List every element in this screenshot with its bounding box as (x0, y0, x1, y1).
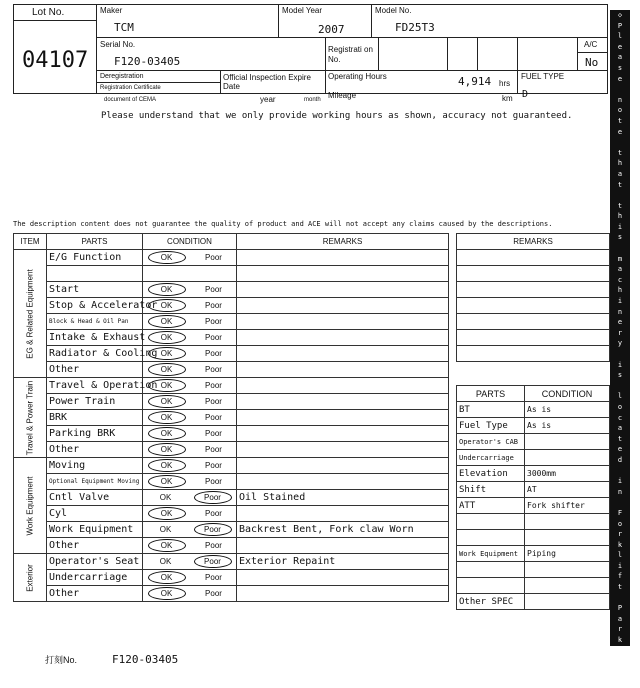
condition-poor[interactable]: Poor (205, 413, 222, 422)
remark-cell (237, 410, 449, 426)
remarks-row (457, 250, 610, 266)
condition-ok[interactable]: OK (159, 493, 172, 502)
remark-cell (237, 570, 449, 586)
condition-cell (143, 330, 237, 346)
location-note-banner (610, 10, 630, 687)
spec-row (457, 578, 610, 594)
condition-cell (143, 266, 237, 282)
part-name: Stop & Accelerator (47, 298, 143, 314)
condition-poor[interactable]: Poor (205, 333, 222, 342)
condition-cell (143, 442, 237, 458)
disclaimer: The description content does not guarantee the quality of product and ACE will not accept any claims caused by the descriptions. (13, 220, 553, 228)
spec-condition (525, 562, 610, 578)
divider (577, 37, 578, 70)
spec-row (457, 546, 610, 562)
part-name: Other (47, 538, 143, 554)
condition-poor[interactable]: Poor (205, 573, 222, 582)
remark-cell (237, 506, 449, 522)
registration-label: Registrati on No. (328, 45, 373, 64)
condition-ok[interactable]: OK (148, 347, 186, 360)
spec-part: Fuel Type (457, 418, 525, 434)
condition-poor[interactable]: Poor (205, 301, 222, 310)
table-row (14, 570, 449, 586)
part-name: Optional Equipment Moving (47, 474, 143, 490)
part-name: Other (47, 362, 143, 378)
remarks-row (457, 330, 610, 346)
model-no-label: Model No. (375, 6, 412, 15)
inspection-table (13, 233, 449, 602)
remark-cell: Backrest Bent, Fork claw Worn (237, 522, 449, 538)
part-name: Cyl (47, 506, 143, 522)
table-row (14, 314, 449, 330)
remarks-row (457, 298, 610, 314)
condition-poor[interactable]: Poor (205, 317, 222, 326)
item-group-label: EG & Related Equipment (25, 268, 35, 359)
condition-ok[interactable]: OK (148, 379, 186, 392)
month-label: month (304, 97, 321, 103)
table-row (14, 330, 449, 346)
spec-row (457, 498, 610, 514)
item-group-label: Work Equipment (25, 476, 35, 535)
spec-row (457, 530, 610, 546)
condition-ok[interactable]: OK (148, 539, 186, 552)
remark-cell (237, 474, 449, 490)
spec-condition: Piping (525, 546, 610, 562)
fuel-type-label: FUEL TYPE (521, 72, 565, 81)
spec-condition: Fork shifter (525, 498, 610, 514)
divider (96, 82, 220, 83)
divider (577, 52, 608, 53)
spec-condition: As is (525, 402, 610, 418)
spec-condition (525, 594, 610, 610)
condition-ok[interactable]: OK (148, 315, 186, 328)
condition-cell (143, 250, 237, 266)
table-row (14, 282, 449, 298)
condition-ok[interactable]: OK (148, 283, 186, 296)
col-parts: PARTS (47, 234, 143, 250)
col-condition: CONDITION (143, 234, 237, 250)
spec-row (457, 514, 610, 530)
spec-col-parts: PARTS (457, 386, 525, 402)
part-name: Cntl Valve (47, 490, 143, 506)
table-row (14, 410, 449, 426)
operating-hours-value: 4,914 (458, 75, 492, 88)
table-header-row (14, 234, 449, 250)
item-group-cell (14, 458, 47, 554)
remarks-cell (457, 314, 610, 330)
remark-cell (237, 538, 449, 554)
table-row (14, 250, 449, 266)
remark-cell (237, 298, 449, 314)
condition-ok[interactable]: OK (148, 331, 186, 344)
condition-ok[interactable]: OK (148, 507, 186, 520)
spec-condition (525, 514, 610, 530)
condition-poor[interactable]: Poor (205, 461, 222, 470)
footer-label: 打刻No. (45, 655, 78, 665)
reg-cert-label: Registration Certificate (100, 85, 161, 91)
remarks-cell (457, 298, 610, 314)
col-item: ITEM (14, 234, 47, 250)
condition-ok[interactable]: OK (148, 427, 186, 440)
deregistration-label: Deregistration (100, 73, 144, 80)
condition-ok[interactable]: OK (148, 443, 186, 456)
condition-ok[interactable]: OK (148, 251, 186, 264)
inspection-label: Official Inspection Expire Date (223, 73, 311, 91)
condition-poor[interactable]: Poor (205, 365, 222, 374)
remark-cell (237, 330, 449, 346)
footer-value: F120-03405 (112, 653, 179, 666)
condition-poor[interactable]: Poor (205, 397, 222, 406)
spec-row (457, 434, 610, 450)
part-name: Moving (47, 458, 143, 474)
parts-spec-table (456, 385, 610, 610)
divider (96, 37, 608, 38)
remark-cell (237, 250, 449, 266)
spec-part: ATT (457, 498, 525, 514)
condition-cell (143, 378, 237, 394)
table-row (14, 586, 449, 602)
table-row (14, 346, 449, 362)
table-row (14, 426, 449, 442)
spec-condition (525, 450, 610, 466)
spec-part: Operator's CAB (457, 434, 525, 450)
operating-hours-label: Operating Hours (328, 72, 387, 81)
hours-note: Please understand that we only provide working hours as shown, accuracy not guaranteed. (101, 111, 573, 121)
serial-no-label: Serial No. (100, 40, 136, 49)
lot-no-label: Lot No. (32, 7, 65, 18)
spec-row (457, 402, 610, 418)
remark-cell (237, 266, 449, 282)
part-name: Intake & Exhaust (47, 330, 143, 346)
item-group-label: Exterior (25, 563, 35, 592)
divider (447, 37, 448, 70)
item-group-cell (14, 554, 47, 602)
condition-cell (143, 522, 237, 538)
part-name: Radiator & Cooling (47, 346, 143, 362)
remarks-row (457, 314, 610, 330)
table-row (14, 362, 449, 378)
hrs-label: hrs (499, 79, 511, 88)
spec-condition (525, 530, 610, 546)
spec-row (457, 562, 610, 578)
condition-cell (143, 458, 237, 474)
condition-ok[interactable]: OK (148, 363, 186, 376)
cema-label: document of CEMA (104, 97, 157, 103)
condition-poor[interactable]: Poor (194, 555, 232, 568)
condition-ok[interactable]: OK (148, 459, 186, 472)
divider (325, 37, 326, 94)
condition-cell (143, 410, 237, 426)
condition-ok[interactable]: OK (148, 395, 186, 408)
serial-no-value: F120-03405 (114, 55, 181, 68)
remark-cell: Exterior Repaint (237, 554, 449, 570)
table-row (14, 298, 449, 314)
remarks-row (457, 266, 610, 282)
spec-row (457, 418, 610, 434)
model-no-value: FD25T3 (395, 21, 435, 34)
spec-condition (525, 578, 610, 594)
col-remarks: REMARKS (237, 234, 449, 250)
spec-part (457, 562, 525, 578)
part-name: Parking BRK (47, 426, 143, 442)
part-name: Operator's Seat (47, 554, 143, 570)
remark-cell (237, 346, 449, 362)
model-year-label: Model Year (282, 6, 323, 15)
condition-poor[interactable]: Poor (205, 349, 222, 358)
part-name: Start (47, 282, 143, 298)
part-name: E/G Function (47, 250, 143, 266)
part-name: Other (47, 442, 143, 458)
spec-part (457, 578, 525, 594)
spec-part: Other SPEC (457, 594, 525, 610)
condition-poor[interactable]: Poor (205, 253, 222, 262)
divider (517, 37, 518, 94)
condition-poor[interactable]: Poor (205, 285, 222, 294)
spec-part: Work Equipment (457, 546, 525, 562)
remark-cell (237, 442, 449, 458)
remark-cell (237, 426, 449, 442)
condition-cell (143, 362, 237, 378)
condition-poor[interactable]: Poor (194, 523, 232, 536)
divider (378, 37, 379, 70)
spec-row (457, 466, 610, 482)
table-row (14, 394, 449, 410)
condition-cell (143, 314, 237, 330)
condition-poor[interactable]: Poor (205, 509, 222, 518)
item-group-cell (14, 378, 47, 458)
divider (278, 4, 279, 37)
remarks-title: REMARKS (457, 234, 610, 250)
km-label: km (502, 94, 513, 103)
ac-label: A/C (584, 40, 598, 49)
condition-ok[interactable]: OK (148, 299, 186, 312)
table-row (14, 506, 449, 522)
remarks-cell (457, 266, 610, 282)
part-name: Work Equipment (47, 522, 143, 538)
remarks-row (457, 282, 610, 298)
part-name: Power Train (47, 394, 143, 410)
remark-cell (237, 362, 449, 378)
condition-cell (143, 506, 237, 522)
condition-poor[interactable]: Poor (205, 445, 222, 454)
table-row (14, 458, 449, 474)
spec-part (457, 530, 525, 546)
table-row (14, 266, 449, 282)
condition-ok[interactable]: OK (148, 587, 186, 600)
part-name: Block & Head & Oil Pan (47, 314, 143, 330)
mileage-label: Mileage (328, 91, 357, 100)
lot-no-value: 04107 (22, 48, 89, 73)
condition-cell (143, 570, 237, 586)
part-name: Undercarriage (47, 570, 143, 586)
spec-condition: 3000mm (525, 466, 610, 482)
remark-cell (237, 586, 449, 602)
remarks-cell (457, 330, 610, 346)
spec-part: Shift (457, 482, 525, 498)
condition-cell (143, 298, 237, 314)
spec-condition: As is (525, 418, 610, 434)
condition-cell (143, 586, 237, 602)
divider (96, 70, 608, 71)
table-row (14, 474, 449, 490)
spec-part: Elevation (457, 466, 525, 482)
remarks-cell (457, 346, 610, 362)
item-group-cell (14, 250, 47, 378)
condition-poor[interactable]: Poor (205, 541, 222, 550)
condition-cell (143, 538, 237, 554)
condition-cell (143, 394, 237, 410)
remarks-row (457, 346, 610, 362)
spec-condition (525, 434, 610, 450)
condition-poor[interactable]: Poor (205, 381, 222, 390)
condition-ok[interactable]: OK (148, 475, 186, 488)
table-row (14, 442, 449, 458)
condition-ok[interactable]: OK (159, 557, 172, 566)
table-row (14, 554, 449, 570)
condition-cell (143, 474, 237, 490)
table-row (14, 490, 449, 506)
condition-ok[interactable]: OK (148, 571, 186, 584)
divider (220, 70, 221, 94)
maker-label: Maker (100, 6, 123, 15)
fuel-type-value: D (522, 89, 529, 100)
remarks-cell (457, 282, 610, 298)
ac-value: No (585, 56, 599, 69)
condition-cell (143, 282, 237, 298)
maker-value: TCM (114, 21, 134, 34)
spec-part: Undercarriage (457, 450, 525, 466)
condition-cell (143, 426, 237, 442)
condition-poor[interactable]: Poor (205, 429, 222, 438)
condition-poor[interactable]: Poor (205, 589, 222, 598)
spec-col-condition: CONDITION (525, 386, 610, 402)
table-body (14, 250, 449, 602)
model-year-value: 2007 (318, 23, 345, 36)
condition-poor[interactable]: Poor (194, 491, 232, 504)
divider (371, 4, 372, 37)
spec-condition: AT (525, 482, 610, 498)
table-row (14, 522, 449, 538)
divider (477, 37, 478, 70)
remark-cell: Oil Stained (237, 490, 449, 506)
condition-poor[interactable]: Poor (205, 477, 222, 486)
remark-cell (237, 282, 449, 298)
part-name: Other (47, 586, 143, 602)
spec-row (457, 482, 610, 498)
remark-cell (237, 314, 449, 330)
remark-cell (237, 394, 449, 410)
table-row (14, 538, 449, 554)
condition-ok[interactable]: OK (159, 525, 172, 534)
spec-part: BT (457, 402, 525, 418)
spec-row (457, 450, 610, 466)
condition-cell (143, 346, 237, 362)
part-name: Travel & Operation (47, 378, 143, 394)
year-label: year (260, 95, 276, 104)
condition-cell (143, 490, 237, 506)
item-group-label: Travel & Power Train (25, 380, 35, 455)
spec-row (457, 594, 610, 610)
condition-cell (143, 554, 237, 570)
part-name: BRK (47, 410, 143, 426)
remarks-cell (457, 250, 610, 266)
table-row (14, 378, 449, 394)
remark-cell (237, 458, 449, 474)
remarks-table (456, 233, 610, 362)
spec-part (457, 514, 525, 530)
part-name (47, 266, 143, 282)
condition-ok[interactable]: OK (148, 411, 186, 424)
location-note-text: ◇ P l e a s e n o t e t h a t t h i s m a c h i n e r y i s l o c a t e d i n F o r k l i f t P a r k i n g ◇ (617, 11, 623, 687)
remark-cell (237, 378, 449, 394)
